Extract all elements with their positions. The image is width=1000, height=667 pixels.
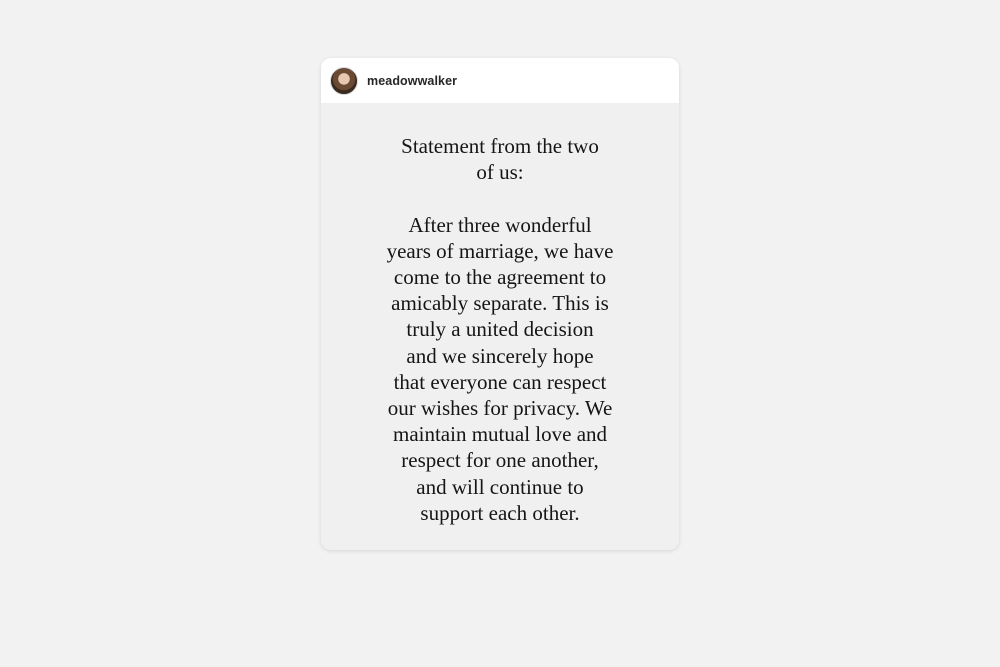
statement-text: Statement from the two of us: After three wonderful years of marriage, we have come to the agreement to amicably separate. This is truly a united decision and we sincerely hope that everyone can respect our wishes for privacy. We maintain mutual love and respect for one another, and will continue to support each other. [386, 134, 614, 525]
post-header [321, 58, 679, 103]
username[interactable]: meadowwalker [367, 73, 458, 88]
post-content [321, 103, 679, 550]
avatar[interactable] [330, 67, 358, 95]
post-card [321, 58, 679, 550]
